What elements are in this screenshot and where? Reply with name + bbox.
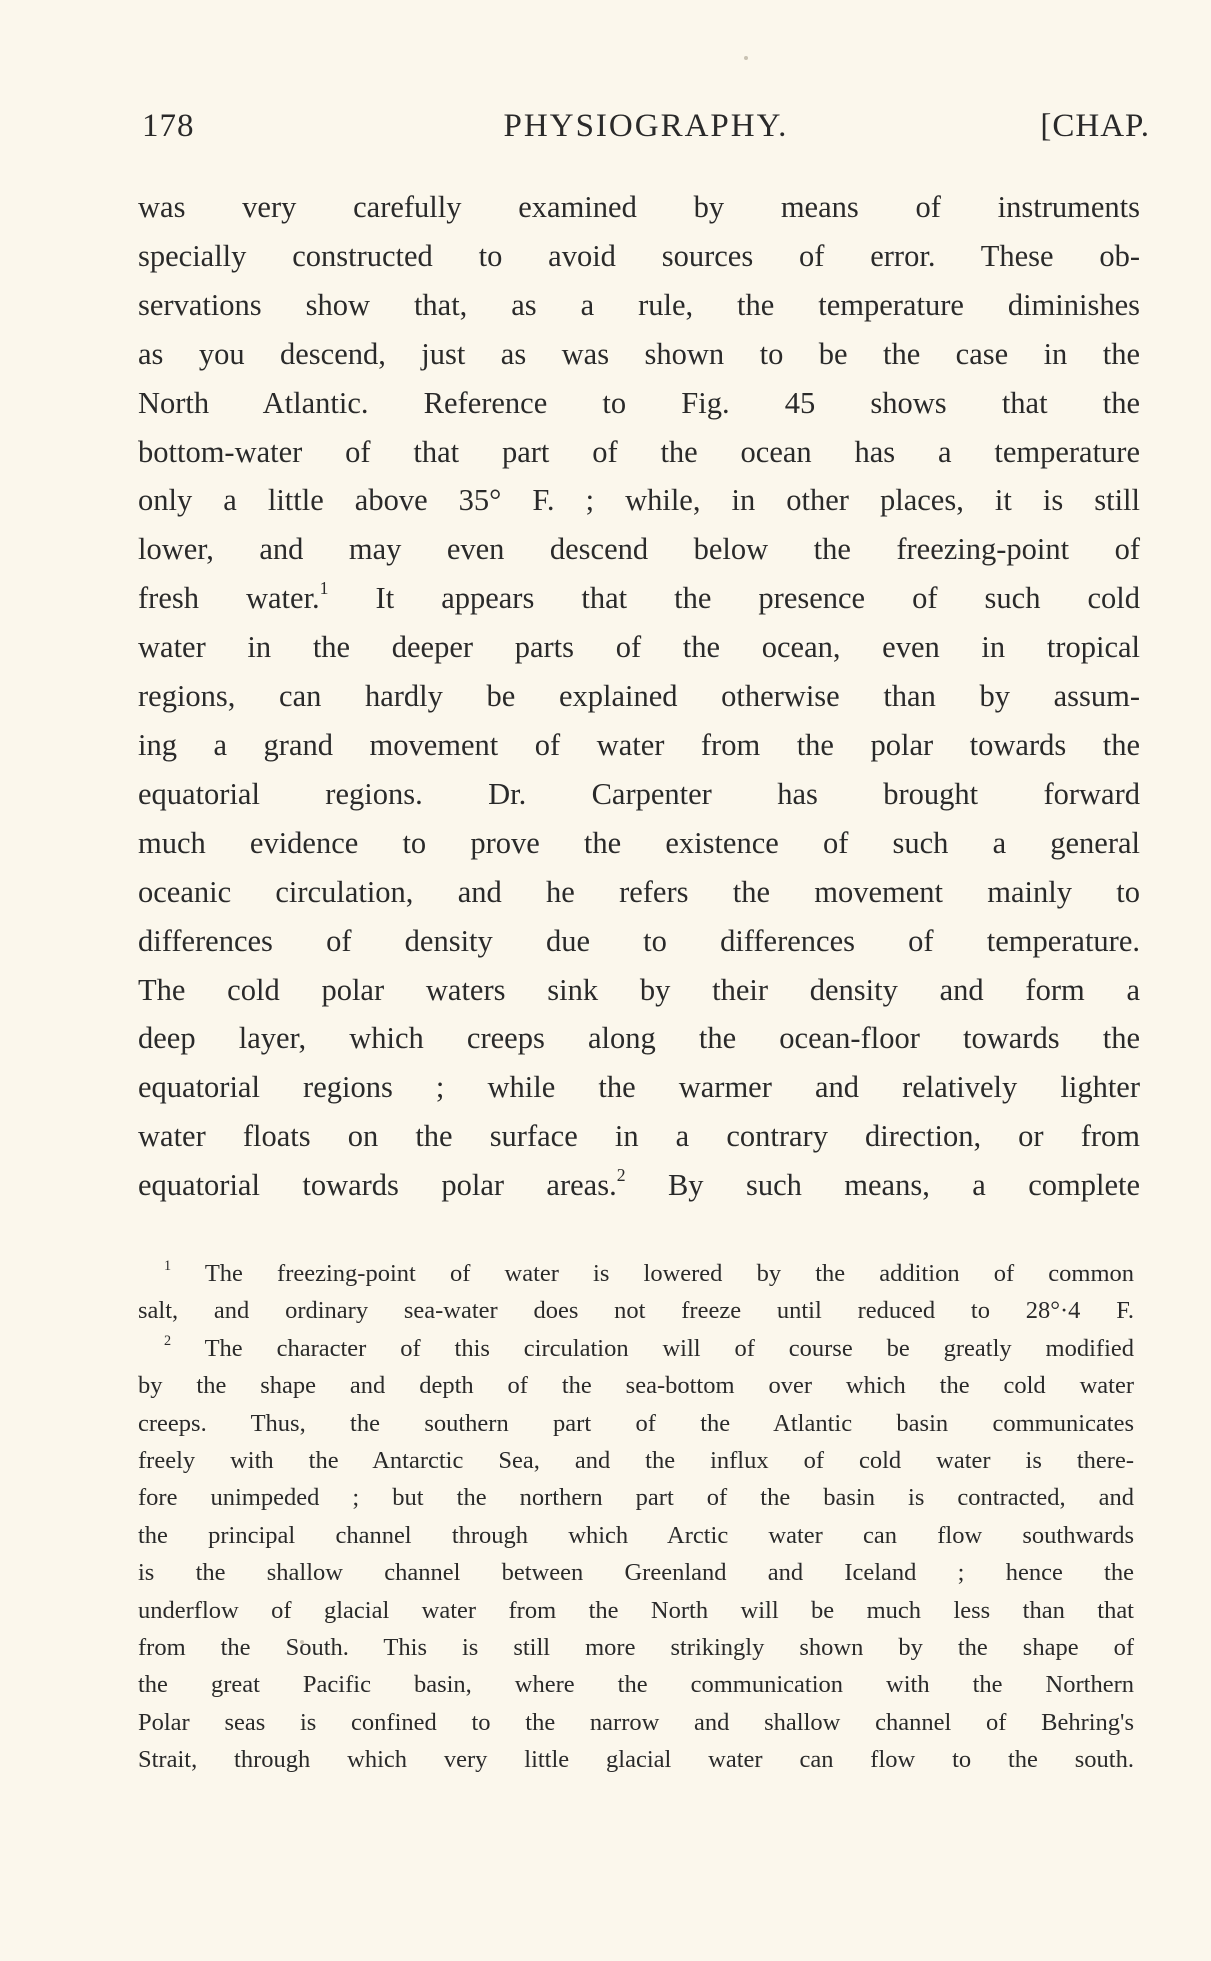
footnote-2-line: creeps. Thus, the southern part of the Atlantic basin communicates bbox=[138, 1409, 1134, 1437]
body-line-text: It appears that the presence of such cold bbox=[328, 581, 1140, 616]
body-line-text: equatorial towards polar areas. bbox=[138, 1168, 617, 1203]
body-line: North Atlantic. Reference to Fig. 45 shows that the bbox=[138, 385, 1140, 420]
body-line: water floats on the surface in a contrary direction, or from bbox=[138, 1119, 1140, 1154]
footnote-2-line: freely with the Antarctic Sea, and the influx of cold water is there- bbox=[138, 1447, 1134, 1475]
body-line: was very carefully examined by means of instruments bbox=[138, 190, 1140, 224]
body-line: deep layer, which creeps along the ocean-floor towards the bbox=[138, 1021, 1140, 1056]
footnote-ref-1: 1 bbox=[319, 578, 329, 599]
body-line: regions, can hardly be explained otherwise than by assum- bbox=[138, 679, 1140, 714]
footnote-1-line: salt, and ordinary sea-water does not freeze until reduced to 28°·4 F. bbox=[138, 1297, 1134, 1325]
body-line bbox=[138, 574, 1140, 623]
footnote-text: The character of this circulation will of course be greatly modified bbox=[204, 1334, 1135, 1362]
footnotes bbox=[138, 1255, 1134, 1779]
footnote-2-line: the great Pacific basin, where the communication with the Northern bbox=[138, 1671, 1134, 1699]
body-line-text: By such means, a complete bbox=[625, 1168, 1141, 1203]
body-text bbox=[138, 183, 1140, 1210]
paper-speck bbox=[744, 56, 748, 60]
body-line: only a little above 35° F. ; while, in other places, it is still bbox=[138, 483, 1140, 518]
chapter-label: [CHAP. bbox=[1040, 108, 1150, 144]
body-line bbox=[138, 1161, 1140, 1210]
footnote-2-line: the principal channel through which Arctic water can flow southwards bbox=[138, 1521, 1134, 1549]
body-line: equatorial regions ; while the warmer and relatively lighter bbox=[138, 1070, 1140, 1105]
body-line: much evidence to prove the existence of such a general bbox=[138, 825, 1140, 860]
page-number: 178 bbox=[142, 108, 195, 144]
body-line: specially constructed to avoid sources of error. These ob- bbox=[138, 238, 1140, 273]
footnote-2-line: Polar seas is confined to the narrow and shallow channel of Behring's bbox=[138, 1708, 1134, 1736]
footnote-2-line bbox=[138, 1330, 1134, 1367]
footnote-text: The freezing-point of water is lowered by the addition of common bbox=[204, 1260, 1135, 1287]
body-line: ing a grand movement of water from the polar towards the bbox=[138, 727, 1140, 762]
body-line: oceanic circulation, and he refers the movement mainly to bbox=[138, 874, 1140, 909]
footnote-1-line bbox=[138, 1255, 1134, 1292]
footnote-marker: 1 bbox=[164, 1257, 172, 1274]
body-line: equatorial regions. Dr. Carpenter has brought forward bbox=[138, 776, 1140, 811]
footnote-2-line: from the South. This is still more strikingly shown by the shape of bbox=[138, 1634, 1134, 1662]
footnote-2-line: Strait, through which very little glacial water can flow to the south. bbox=[138, 1746, 1134, 1774]
footnote-2-line: underflow of glacial water from the North will be much less than that bbox=[138, 1596, 1134, 1624]
body-line-text: fresh water. bbox=[138, 581, 320, 616]
body-line: as you descend, just as was shown to be the case in the bbox=[138, 336, 1140, 371]
running-header bbox=[142, 108, 1150, 154]
body-line: bottom-water of that part of the ocean has a temperature bbox=[138, 434, 1140, 469]
body-line: water in the deeper parts of the ocean, even in tropical bbox=[138, 630, 1140, 665]
body-line: lower, and may even descend below the freezing-point of bbox=[138, 532, 1140, 567]
footnote-2-line: by the shape and depth of the sea-bottom over which the cold water bbox=[138, 1372, 1134, 1400]
footnote-marker: 2 bbox=[164, 1332, 172, 1349]
body-line: The cold polar waters sink by their density and form a bbox=[138, 972, 1140, 1007]
footnote-2-line: is the shallow channel between Greenland and Iceland ; hence the bbox=[138, 1559, 1134, 1587]
body-line: servations show that, as a rule, the temperature diminishes bbox=[138, 287, 1140, 322]
footnote-2-line: fore unimpeded ; but the northern part of the basin is contracted, and bbox=[138, 1484, 1134, 1512]
footnote-ref-2: 2 bbox=[616, 1165, 626, 1186]
running-title: PHYSIOGRAPHY. bbox=[503, 108, 789, 144]
body-line: differences of density due to differences of temperature. bbox=[138, 923, 1140, 958]
